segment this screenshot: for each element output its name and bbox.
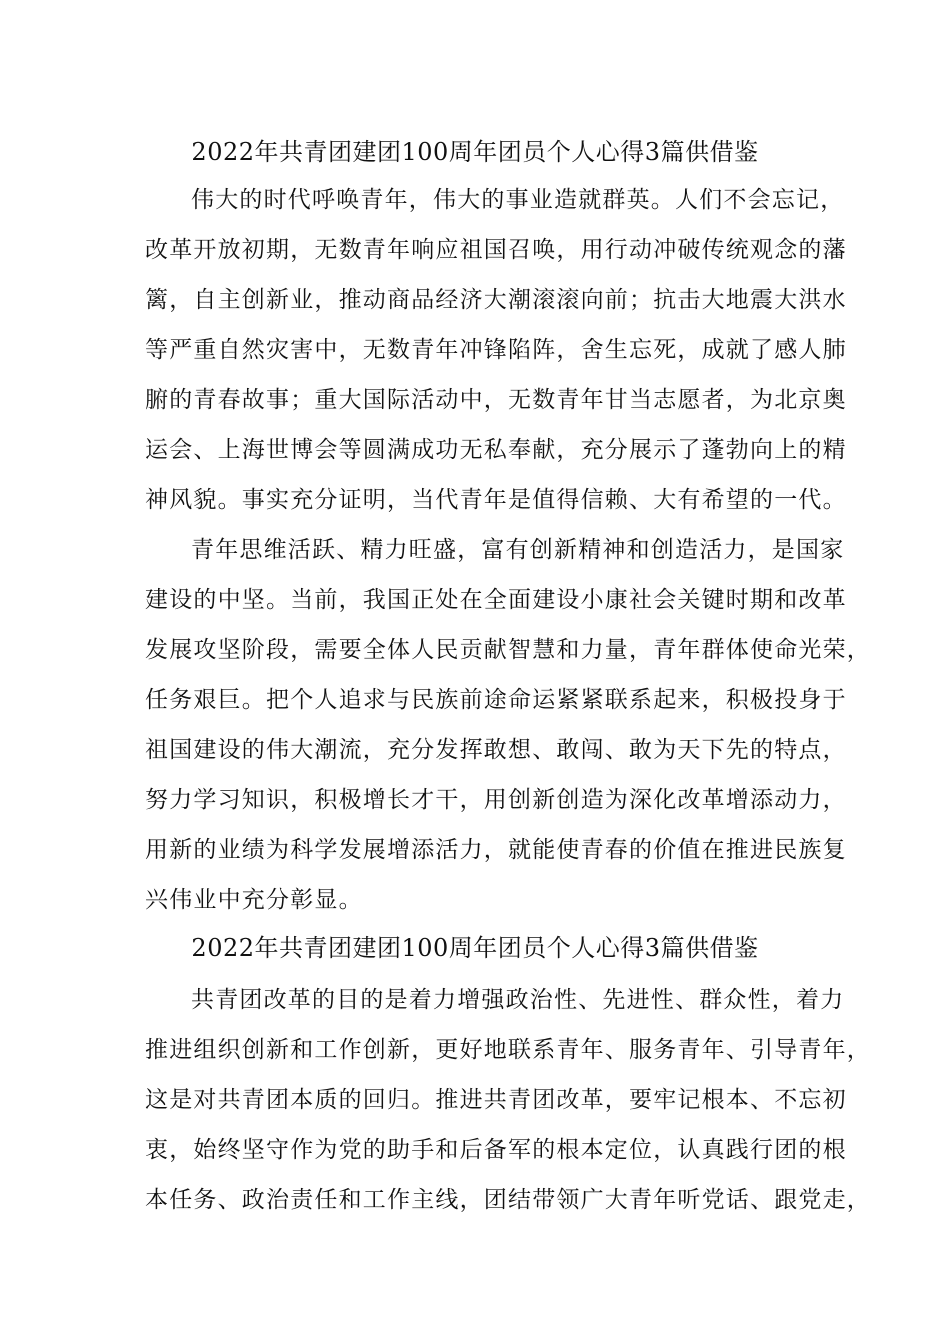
- paragraph-line: 任务艰巨。把个人追求与民族前途命运紧紧联系起来，积极投身于: [145, 687, 847, 713]
- section-title: 2022年共青团建团100周年团员个人心得3篇供借鉴: [191, 138, 759, 166]
- paragraph-line: 衷，始终坚守作为党的助手和后备军的根本定位，认真践行团的根: [145, 1137, 847, 1163]
- paragraph-line: 推进组织创新和工作创新，更好地联系青年、服务青年、引导青年，: [145, 1037, 871, 1063]
- paragraph-line: 发展攻坚阶段，需要全体人民贡献智慧和力量，青年群体使命光荣，: [145, 637, 871, 663]
- paragraph-line: 兴伟业中充分彰显。: [145, 887, 363, 913]
- paragraph-line: 运会、上海世博会等圆满成功无私奉献，充分展示了蓬勃向上的精: [145, 437, 847, 463]
- paragraph-line: 青年思维活跃、精力旺盛，富有创新精神和创造活力，是国家: [191, 537, 845, 563]
- paragraph-line: 神风貌。事实充分证明，当代青年是值得信赖、大有希望的一代。: [145, 487, 847, 513]
- paragraph-line: 祖国建设的伟大潮流，充分发挥敢想、敢闯、敢为天下先的特点，: [145, 737, 847, 763]
- paragraph-line: 共青团改革的目的是着力增强政治性、先进性、群众性，着力: [191, 987, 845, 1013]
- paragraph-line: 等严重自然灾害中，无数青年冲锋陷阵，舍生忘死，成就了感人肺: [145, 337, 847, 363]
- paragraph-line: 腑的青春故事；重大国际活动中，无数青年甘当志愿者，为北京奥: [145, 387, 847, 413]
- paragraph-line: 本任务、政治责任和工作主线，团结带领广大青年听党话、跟党走，: [145, 1187, 871, 1213]
- paragraph-line: 伟大的时代呼唤青年，伟大的事业造就群英。人们不会忘记，: [191, 187, 845, 213]
- paragraph-line: 篱，自主创新业，推动商品经济大潮滚滚向前；抗击大地震大洪水: [145, 287, 847, 313]
- section-title: 2022年共青团建团100周年团员个人心得3篇供借鉴: [191, 934, 759, 962]
- paragraph-line: 用新的业绩为科学发展增添活力，就能使青春的价值在推进民族复: [145, 837, 847, 863]
- paragraph-line: 努力学习知识，积极增长才干，用创新创造为深化改革增添动力，: [145, 787, 847, 813]
- paragraph-line: 建设的中坚。当前，我国正处在全面建设小康社会关键时期和改革: [145, 587, 847, 613]
- paragraph-line: 改革开放初期，无数青年响应祖国召唤，用行动冲破传统观念的藩: [145, 237, 847, 263]
- paragraph-line: 这是对共青团本质的回归。推进共青团改革，要牢记根本、不忘初: [145, 1087, 847, 1113]
